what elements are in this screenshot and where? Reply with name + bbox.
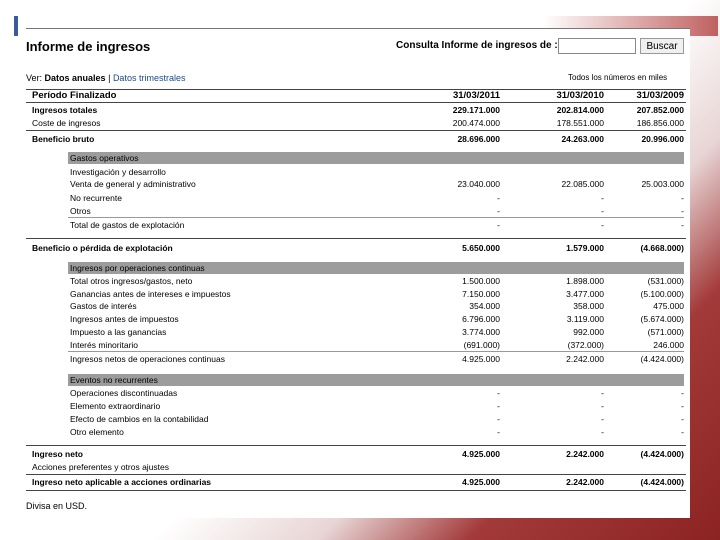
row-value: 25.003.000 xyxy=(641,179,684,189)
row-label: Ingresos netos de operaciones continuas xyxy=(70,354,225,364)
row-label: Operaciones discontinuadas xyxy=(70,388,178,398)
search-button[interactable]: Buscar xyxy=(640,38,684,54)
row-value: 22.085.000 xyxy=(561,179,604,189)
row-value: - xyxy=(601,388,604,398)
row-label: Ingreso neto aplicable a acciones ordinarias xyxy=(32,477,212,487)
row-value: - xyxy=(681,388,684,398)
section-title: Eventos no recurrentes xyxy=(70,375,158,385)
row-label: Ganancias antes de intereses e impuestos xyxy=(70,289,231,299)
row-value: 3.119.000 xyxy=(566,314,604,324)
row-value: (4.668.000) xyxy=(640,243,684,253)
row-value: - xyxy=(601,414,604,424)
row-value: 23.040.000 xyxy=(457,179,500,189)
row-value: 246.000 xyxy=(653,340,684,350)
row-value: (4.424.000) xyxy=(640,477,684,487)
row-value: 229.171.000 xyxy=(452,105,500,115)
row-label: Elemento extraordinario xyxy=(70,401,161,411)
row-label: Coste de ingresos xyxy=(32,118,101,128)
table-row xyxy=(32,166,684,178)
row-label: Venta de general y administrativo xyxy=(70,179,196,189)
table-row xyxy=(32,387,684,399)
row-value: - xyxy=(497,401,500,411)
table-row xyxy=(32,242,684,254)
row-value: 202.814.000 xyxy=(556,105,604,115)
row-value: (372.000) xyxy=(567,340,604,350)
row-value: (4.424.000) xyxy=(640,354,684,364)
table-row xyxy=(32,104,684,116)
row-value: - xyxy=(601,427,604,437)
table-row xyxy=(32,178,684,190)
row-value: 24.263.000 xyxy=(561,134,604,144)
top-divider xyxy=(26,28,690,29)
row-value: 7.150.000 xyxy=(462,289,500,299)
period-label: Período Finalizado xyxy=(32,90,117,101)
row-label: Otros xyxy=(70,206,91,216)
row-value: 28.696.000 xyxy=(457,134,500,144)
row-label: Beneficio o pérdida de explotación xyxy=(32,243,173,253)
row-label: Ingresos totales xyxy=(32,105,98,115)
row-value: - xyxy=(601,401,604,411)
row-value: - xyxy=(681,220,684,230)
row-value: - xyxy=(681,401,684,411)
search-input[interactable] xyxy=(558,38,636,54)
table-row xyxy=(32,448,684,460)
row-value: - xyxy=(497,220,500,230)
table-row xyxy=(32,192,684,204)
row-label: Ingresos antes de impuestos xyxy=(70,314,179,324)
row-value: - xyxy=(497,427,500,437)
row-value: 1.500.000 xyxy=(462,276,500,286)
row-value: 4.925.000 xyxy=(462,477,500,487)
row-label: Investigación y desarrollo xyxy=(70,167,166,177)
row-value: 178.551.000 xyxy=(556,118,604,128)
row-label: Otro elemento xyxy=(70,427,124,437)
table-row xyxy=(32,326,684,338)
divider xyxy=(26,490,686,491)
table-row xyxy=(32,461,684,473)
section-header xyxy=(68,374,684,386)
row-value: 186.856.000 xyxy=(636,118,684,128)
row-value: (571.000) xyxy=(647,327,684,337)
row-value: 4.925.000 xyxy=(462,354,500,364)
view-selector xyxy=(26,73,185,83)
row-value: 2.242.000 xyxy=(566,477,604,487)
table-row xyxy=(32,275,684,287)
row-label: Gastos de interés xyxy=(70,301,137,311)
divider xyxy=(68,217,684,218)
page-title: Informe de ingresos xyxy=(26,39,151,54)
table-row xyxy=(32,288,684,300)
row-label: Beneficio bruto xyxy=(32,134,95,144)
period-date: 31/03/2009 xyxy=(636,90,684,101)
currency-note: Divisa en USD. xyxy=(26,501,88,511)
row-value: - xyxy=(601,193,604,203)
row-value: 358.000 xyxy=(573,301,604,311)
row-value: 6.796.000 xyxy=(462,314,500,324)
row-value: 3.774.000 xyxy=(462,327,500,337)
row-value: 2.242.000 xyxy=(566,449,604,459)
row-value: 3.477.000 xyxy=(566,289,604,299)
divider xyxy=(26,445,686,446)
row-value: - xyxy=(497,193,500,203)
view-quarterly-link[interactable]: Datos trimestrales xyxy=(112,73,186,83)
view-prefix: Ver: xyxy=(26,73,43,83)
view-separator: | xyxy=(108,73,111,83)
period-header-row xyxy=(32,90,684,102)
table-row xyxy=(32,476,684,488)
row-value: 5.650.000 xyxy=(462,243,500,253)
row-value: 2.242.000 xyxy=(566,354,604,364)
row-value: - xyxy=(601,220,604,230)
table-row xyxy=(32,339,684,351)
section-header xyxy=(68,262,684,274)
table-row xyxy=(32,133,684,145)
table-row xyxy=(32,413,684,425)
row-value: - xyxy=(681,206,684,216)
row-label: Acciones preferentes y otros ajustes xyxy=(32,462,170,472)
row-label: Efecto de cambios en la contabilidad xyxy=(70,414,209,424)
table-row xyxy=(32,426,684,438)
row-label: Total de gastos de explotación xyxy=(70,220,185,230)
row-label: Ingreso neto xyxy=(32,449,84,459)
row-value: - xyxy=(681,414,684,424)
divider xyxy=(26,474,686,475)
row-value: - xyxy=(497,414,500,424)
table-row xyxy=(32,400,684,412)
section-title: Ingresos por operaciones continuas xyxy=(70,263,205,273)
row-label: Interés minoritario xyxy=(70,340,139,350)
divider xyxy=(26,238,686,239)
row-label: Total otros ingresos/gastos, neto xyxy=(70,276,193,286)
row-value: 207.852.000 xyxy=(636,105,684,115)
table-row xyxy=(32,117,684,129)
divider xyxy=(26,102,686,103)
table-row xyxy=(32,313,684,325)
row-value: - xyxy=(681,427,684,437)
table-row xyxy=(32,300,684,312)
row-value: - xyxy=(601,206,604,216)
period-date: 31/03/2010 xyxy=(556,90,604,101)
row-value: 475.000 xyxy=(653,301,684,311)
table-row xyxy=(32,205,684,217)
section-header xyxy=(68,152,684,164)
row-value: 1.898.000 xyxy=(566,276,604,286)
view-annual: Datos anuales xyxy=(44,73,106,83)
row-label: No recurrente xyxy=(70,193,122,203)
row-value: 20.996.000 xyxy=(641,134,684,144)
row-value: 1.579.000 xyxy=(566,243,604,253)
table-row xyxy=(32,219,684,231)
row-value: - xyxy=(497,206,500,216)
row-value: 992.000 xyxy=(573,327,604,337)
row-value: 200.474.000 xyxy=(452,118,500,128)
row-value: (5.100.000) xyxy=(640,289,684,299)
row-value: (4.424.000) xyxy=(640,449,684,459)
row-value: (531.000) xyxy=(647,276,684,286)
row-value: 354.000 xyxy=(469,301,500,311)
row-value: (691.000) xyxy=(463,340,500,350)
row-value: (5.674.000) xyxy=(640,314,684,324)
units-note: Todos los números en miles xyxy=(568,73,668,82)
section-title: Gastos operativos xyxy=(70,153,139,163)
table-row xyxy=(32,353,684,365)
row-label: Impuesto a las ganancias xyxy=(70,327,167,337)
row-value: 4.925.000 xyxy=(462,449,500,459)
search-label: Consulta Informe de ingresos de : xyxy=(396,40,558,51)
divider xyxy=(68,351,684,352)
row-value: - xyxy=(681,193,684,203)
row-value: - xyxy=(497,388,500,398)
divider xyxy=(26,130,686,131)
period-date: 31/03/2011 xyxy=(452,90,500,101)
